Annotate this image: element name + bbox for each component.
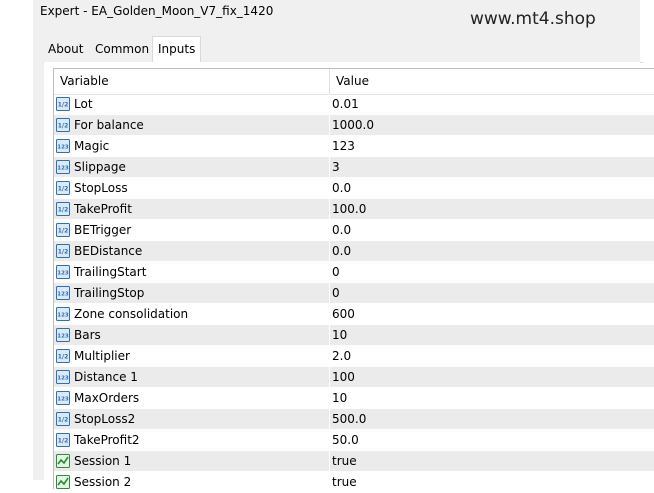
grid-header [54,69,654,95]
param-value[interactable]: 10 [332,391,348,405]
param-value[interactable]: 3 [332,160,340,174]
svg-text:1/2: 1/2 [57,416,69,424]
column-divider [329,241,330,261]
column-header-variable[interactable]: Variable [60,74,109,88]
svg-text:123: 123 [57,270,69,277]
param-row[interactable] [54,430,654,451]
param-value[interactable]: 50.0 [332,433,359,447]
window-title: Expert - EA_Golden_Moon_V7_fix_1420 [40,4,274,18]
svg-text:1/2: 1/2 [57,227,69,235]
svg-text:1/2: 1/2 [57,437,69,445]
double-icon [56,433,70,447]
param-name: Distance 1 [74,370,138,384]
param-name: StopLoss2 [74,412,136,426]
param-row[interactable] [54,472,654,493]
double-icon [56,181,70,195]
integer-icon [56,139,70,153]
param-value[interactable]: 0.01 [332,97,359,111]
svg-text:123: 123 [57,291,69,298]
column-divider [329,262,330,282]
column-divider [329,157,330,177]
column-divider [329,430,330,450]
column-divider[interactable] [329,69,330,94]
integer-icon [56,370,70,384]
param-row[interactable] [54,136,654,157]
param-row[interactable] [54,346,654,367]
param-row[interactable] [54,367,654,388]
param-name: TrailingStart [74,265,147,279]
param-row[interactable] [54,157,654,178]
svg-text:123: 123 [57,144,69,151]
svg-text:1/2: 1/2 [57,122,69,130]
param-value[interactable]: 100.0 [332,202,367,216]
svg-text:1/2: 1/2 [57,206,69,214]
param-value[interactable]: 0.0 [332,223,352,237]
boolean-icon [56,475,70,489]
param-value[interactable]: 100 [332,370,355,384]
column-divider [329,94,330,114]
param-name: Multiplier [74,349,130,363]
param-name: Slippage [74,160,126,174]
tab-common[interactable]: Common [95,42,150,56]
grid-rows [54,94,654,493]
inputs-panel [44,62,640,489]
double-icon [56,118,70,132]
column-divider [329,115,330,135]
svg-text:123: 123 [57,165,69,172]
inputs-grid[interactable] [53,68,654,489]
column-divider [329,220,330,240]
svg-text:123: 123 [57,312,69,319]
column-divider [329,283,330,303]
param-row[interactable] [54,262,654,283]
param-value[interactable]: 0.0 [332,244,352,258]
double-icon [56,202,70,216]
double-icon [56,244,70,258]
param-value[interactable]: 1000.0 [332,118,374,132]
integer-icon [56,307,70,321]
boolean-icon [56,454,70,468]
watermark-text: www.mt4.shop [470,9,596,29]
param-row[interactable] [54,283,654,304]
double-icon [56,412,70,426]
svg-text:123: 123 [57,333,69,340]
param-row[interactable] [54,220,654,241]
param-value[interactable]: 500.0 [332,412,367,426]
tab-inputs[interactable]: Inputs [152,36,201,63]
param-value[interactable]: 123 [332,139,355,153]
param-name: Magic [74,139,110,153]
param-name: Session 1 [74,454,132,468]
column-divider [329,388,330,408]
integer-icon [56,160,70,174]
svg-text:1/2: 1/2 [57,353,69,361]
svg-text:1/2: 1/2 [57,101,69,109]
double-icon [56,349,70,363]
svg-text:1/2: 1/2 [57,248,69,256]
integer-icon [56,391,70,405]
param-value[interactable]: 0 [332,265,340,279]
param-value[interactable]: true [332,475,357,489]
column-divider [329,451,330,471]
param-name: BETrigger [74,223,132,237]
column-divider [329,367,330,387]
param-row[interactable] [54,199,654,220]
param-name: For balance [74,118,144,132]
svg-text:1/2: 1/2 [57,185,69,193]
param-name: TakeProfit2 [74,433,140,447]
param-name: StopLoss [74,181,128,195]
column-divider [329,178,330,198]
param-name: BEDistance [74,244,143,258]
integer-icon [56,286,70,300]
param-name: Session 2 [74,475,132,489]
param-value[interactable]: true [332,454,357,468]
param-name: Lot [74,97,93,111]
param-name: TakeProfit [74,202,132,216]
param-value[interactable]: 600 [332,307,355,321]
column-divider [329,136,330,156]
column-divider [329,304,330,324]
ea-properties-window [33,0,640,489]
param-name: TrailingStop [74,286,145,300]
param-row[interactable] [54,241,654,262]
param-row[interactable] [54,451,654,472]
double-icon [56,97,70,111]
param-row[interactable] [54,178,654,199]
param-value[interactable]: 2.0 [332,349,352,363]
param-row[interactable] [54,325,654,346]
param-name: MaxOrders [74,391,140,405]
column-header-value[interactable]: Value [336,74,369,88]
tab-bar [43,36,643,63]
column-divider [329,199,330,219]
param-row[interactable] [54,94,654,115]
param-value[interactable]: 10 [332,328,348,342]
param-name: Zone consolidation [74,307,189,321]
param-value[interactable]: 0 [332,286,340,300]
double-icon [56,223,70,237]
param-row[interactable] [54,115,654,136]
column-divider [329,472,330,492]
param-row[interactable] [54,388,654,409]
svg-text:123: 123 [57,396,69,403]
param-row[interactable] [54,304,654,325]
column-divider [329,346,330,366]
param-value[interactable]: 0.0 [332,181,352,195]
param-name: Bars [74,328,101,342]
tab-about[interactable]: About [48,42,84,56]
integer-icon [56,328,70,342]
column-divider [329,409,330,429]
column-divider [329,325,330,345]
svg-text:123: 123 [57,375,69,382]
integer-icon [56,265,70,279]
param-row[interactable] [54,409,654,430]
